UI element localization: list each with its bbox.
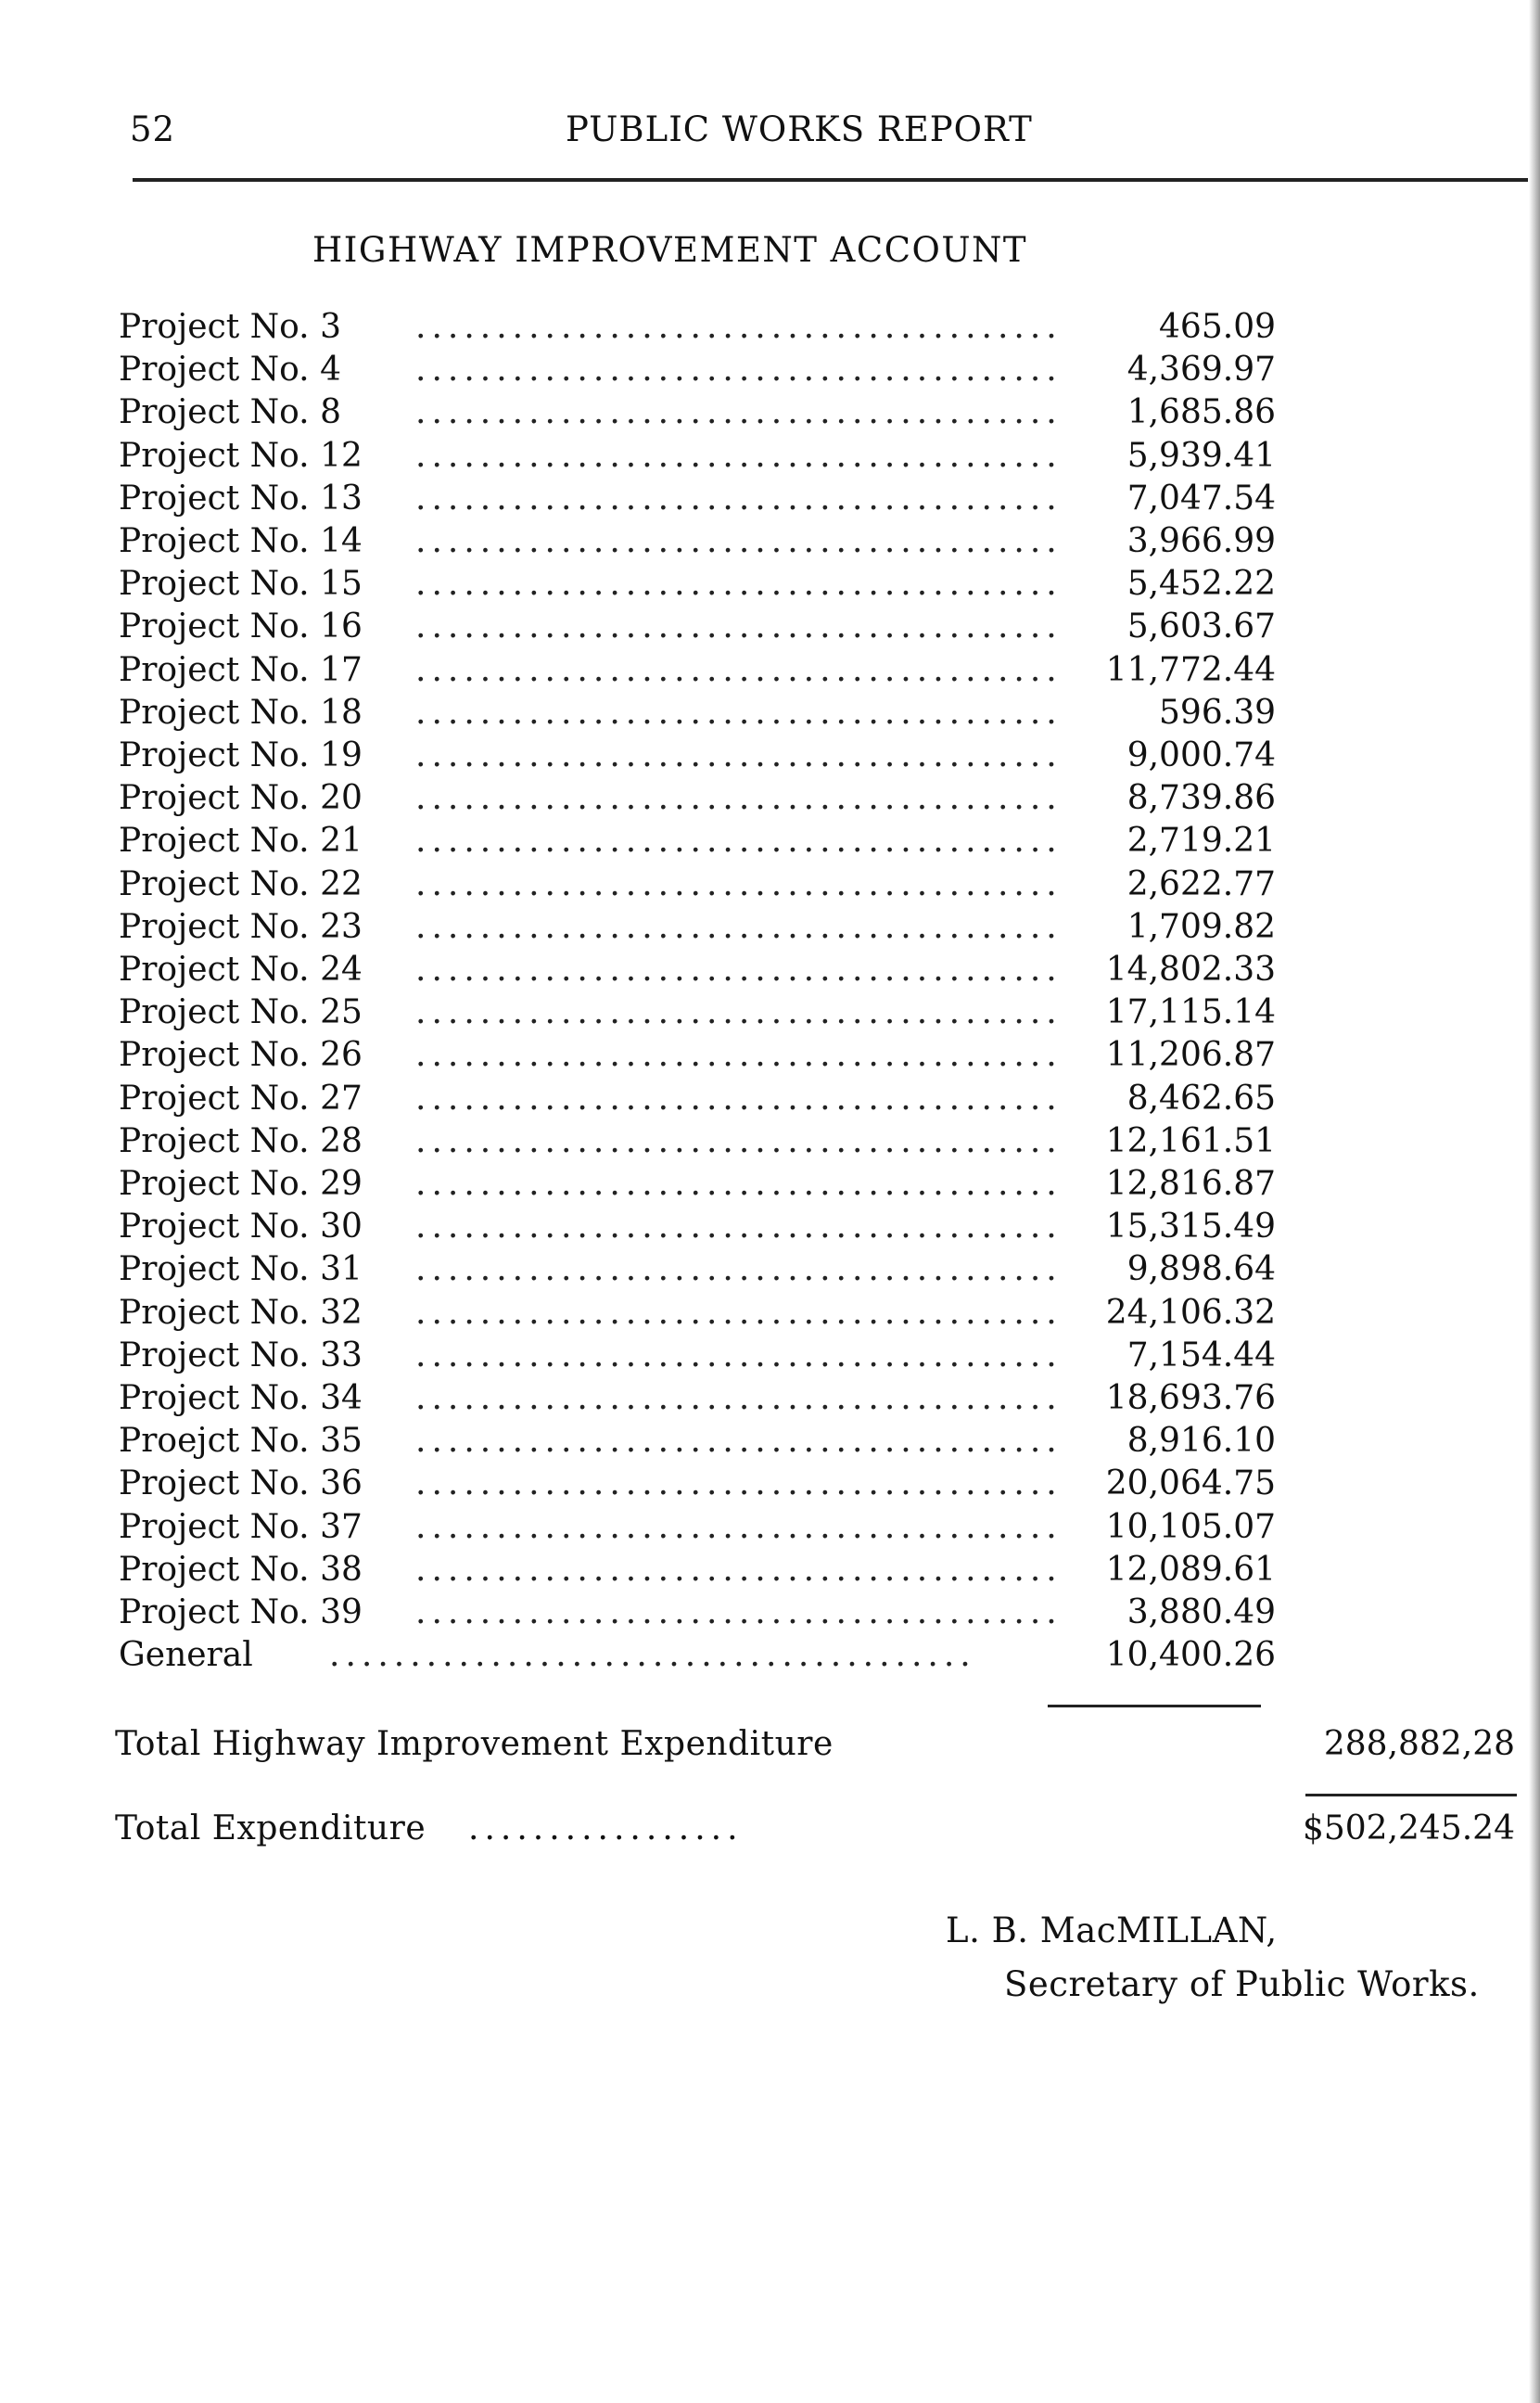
row-label: Project No. 4	[119, 351, 341, 390]
dot-leader: ........................................	[415, 1464, 1063, 1503]
row-amount: 5,603.67	[1126, 607, 1276, 646]
row-amount: 8,462.65	[1126, 1079, 1276, 1118]
dot-leader: ........................................	[415, 650, 1063, 689]
row-amount: 8,739.86	[1126, 779, 1276, 818]
table-row	[0, 437, 1540, 479]
table-row	[0, 993, 1540, 1036]
row-label: Project No. 18	[119, 693, 363, 732]
row-label: Project No. 31	[119, 1250, 363, 1289]
table-row	[0, 522, 1540, 565]
row-label: Project No. 29	[119, 1165, 363, 1203]
row-label: Project No. 32	[119, 1293, 363, 1332]
row-label: Project No. 39	[119, 1593, 363, 1631]
table-row	[0, 1336, 1540, 1379]
dot-leader: ........................................	[415, 1550, 1063, 1589]
row-amount: 5,939.41	[1126, 436, 1276, 475]
row-amount: 11,206.87	[1105, 1036, 1276, 1075]
row-label: Project No. 34	[119, 1379, 363, 1417]
table-row	[0, 1036, 1540, 1079]
row-label: Project No. 24	[119, 951, 363, 989]
dot-leader: ........................................	[415, 1121, 1063, 1160]
table-row	[0, 908, 1540, 951]
running-head: PUBLIC WORKS REPORT	[566, 109, 1033, 149]
table-row	[0, 736, 1540, 779]
section-title: HIGHWAY IMPROVEMENT ACCOUNT	[312, 230, 1028, 270]
signature-title: Secretary of Public Works.	[1004, 1964, 1480, 2004]
table-row	[0, 822, 1540, 864]
table-row	[0, 1080, 1540, 1122]
table-row	[0, 393, 1540, 436]
table-row	[0, 308, 1540, 351]
dot-leader: ........................................	[415, 1336, 1063, 1374]
dot-leader: ........................................	[415, 607, 1063, 646]
dot-leader: ........................................	[415, 1079, 1063, 1118]
row-label: Project No. 33	[119, 1336, 363, 1374]
row-label: Project No. 14	[119, 522, 363, 560]
table-row	[0, 607, 1540, 650]
dot-leader: ........................................	[415, 693, 1063, 732]
row-amount: 7,154.44	[1126, 1336, 1276, 1374]
dot-leader: ........................................	[415, 436, 1063, 475]
dot-leader: ........................................	[415, 1165, 1063, 1203]
grand-total-amount: $502,245.24	[1302, 1809, 1515, 1847]
row-amount: 12,816.87	[1105, 1165, 1276, 1203]
row-amount: 3,880.49	[1126, 1593, 1276, 1631]
dot-leader: ........................................	[415, 1036, 1063, 1075]
dot-leader: ........................................	[415, 864, 1063, 903]
table-row	[0, 1593, 1540, 1636]
row-amount: 1,685.86	[1126, 393, 1276, 432]
table-row	[0, 651, 1540, 694]
table-row	[0, 1422, 1540, 1464]
dot-leader: ........................................	[415, 1379, 1063, 1417]
header-rule	[133, 178, 1528, 187]
dot-leader: ........................................	[415, 736, 1063, 774]
dot-leader: ........................................	[415, 951, 1063, 989]
dot-leader: ........................................	[415, 822, 1063, 861]
row-label: General	[119, 1636, 253, 1675]
table-row	[0, 1551, 1540, 1593]
row-amount: 18,693.76	[1105, 1379, 1276, 1417]
row-amount: 8,916.10	[1126, 1422, 1276, 1461]
dot-leader: ........................................	[415, 779, 1063, 818]
dot-leader: ........................................	[415, 308, 1063, 346]
row-label: Project No. 27	[119, 1079, 363, 1118]
row-label: Project No. 38	[119, 1550, 363, 1589]
row-label: Project No. 28	[119, 1121, 363, 1160]
grand-total-leader: .................	[468, 1809, 744, 1847]
row-label: Project No. 3	[119, 308, 341, 346]
row-label: Project No. 23	[119, 907, 363, 946]
table-row	[0, 1208, 1540, 1250]
row-label: Project No. 19	[119, 736, 363, 774]
grand-total-row	[0, 1809, 1540, 1856]
dot-leader: ........................................	[415, 393, 1063, 432]
grand-total-rule	[1305, 1794, 1517, 1796]
grand-total-label: Total Expenditure	[115, 1809, 426, 1847]
row-label: Project No. 12	[119, 436, 363, 475]
row-amount: 24,106.32	[1105, 1293, 1276, 1332]
dot-leader: ........................................	[415, 1507, 1063, 1546]
dot-leader: ........................................	[415, 907, 1063, 946]
dot-leader: ........................................	[415, 1593, 1063, 1631]
highway-total-amount: 288,882,28	[1323, 1725, 1515, 1763]
row-amount: 17,115.14	[1105, 993, 1276, 1032]
table-row	[0, 1250, 1540, 1293]
dot-leader: ........................................	[415, 993, 1063, 1032]
dot-leader: ........................................	[415, 479, 1063, 518]
row-label: Project No. 30	[119, 1208, 363, 1246]
highway-total-row	[0, 1725, 1540, 1771]
table-row	[0, 1379, 1540, 1422]
row-amount: 2,719.21	[1126, 822, 1276, 861]
row-amount: 4,369.97	[1126, 351, 1276, 390]
row-label: Project No. 17	[119, 650, 363, 689]
table-row	[0, 1165, 1540, 1208]
highway-total-label: Total Highway Improvement Expenditure	[115, 1725, 834, 1763]
table-row	[0, 951, 1540, 993]
table-row	[0, 479, 1540, 522]
table-row	[0, 1508, 1540, 1551]
dot-leader: ........................................	[415, 565, 1063, 604]
row-amount: 596.39	[1159, 693, 1276, 732]
row-label: Project No. 21	[119, 822, 363, 861]
row-amount: 7,047.54	[1126, 479, 1276, 518]
row-amount: 10,105.07	[1105, 1507, 1276, 1546]
row-amount: 12,089.61	[1105, 1550, 1276, 1589]
row-amount: 15,315.49	[1105, 1208, 1276, 1246]
page-header	[130, 109, 1521, 165]
signature-name: L. B. MacMILLAN,	[946, 1911, 1278, 1950]
dot-leader: ........................................	[415, 522, 1063, 560]
row-amount: 10,400.26	[1105, 1636, 1276, 1675]
row-label: Project No. 8	[119, 393, 341, 432]
row-amount: 3,966.99	[1126, 522, 1276, 560]
row-label: Project No. 15	[119, 565, 363, 604]
table-row	[0, 779, 1540, 822]
page-number: 52	[130, 109, 176, 149]
row-label: Project No. 37	[119, 1507, 363, 1546]
row-label: Project No. 20	[119, 779, 363, 818]
row-label: Proejct No. 35	[119, 1422, 363, 1461]
row-amount: 9,898.64	[1126, 1250, 1276, 1289]
dot-leader: ........................................	[415, 1250, 1063, 1289]
row-label: Project No. 13	[119, 479, 363, 518]
row-amount: 5,452.22	[1126, 565, 1276, 604]
row-amount: 12,161.51	[1105, 1121, 1276, 1160]
table-row	[0, 1464, 1540, 1507]
table-row	[0, 1122, 1540, 1165]
dot-leader: ........................................	[415, 1293, 1063, 1332]
table-row	[0, 565, 1540, 607]
dot-leader: ........................................	[415, 351, 1063, 390]
table-row	[0, 865, 1540, 908]
row-label: Project No. 25	[119, 993, 363, 1032]
dot-leader: ........................................	[415, 1208, 1063, 1246]
row-amount: 2,622.77	[1126, 864, 1276, 903]
table-row	[0, 694, 1540, 736]
dot-leader: ........................................	[415, 1422, 1063, 1461]
row-amount: 9,000.74	[1126, 736, 1276, 774]
table-row	[0, 1294, 1540, 1336]
row-label: Project No. 16	[119, 607, 363, 646]
row-amount: 11,772.44	[1105, 650, 1276, 689]
row-amount: 1,709.82	[1126, 907, 1276, 946]
row-label: Project No. 36	[119, 1464, 363, 1503]
row-amount: 14,802.33	[1105, 951, 1276, 989]
row-amount: 465.09	[1159, 308, 1276, 346]
row-label: Project No. 22	[119, 864, 363, 903]
table-row	[0, 1636, 1540, 1679]
dot-leader: ........................................	[329, 1636, 976, 1675]
row-label: Project No. 26	[119, 1036, 363, 1075]
table-row	[0, 351, 1540, 393]
row-amount: 20,064.75	[1105, 1464, 1276, 1503]
subtotal-rule	[1048, 1705, 1261, 1707]
